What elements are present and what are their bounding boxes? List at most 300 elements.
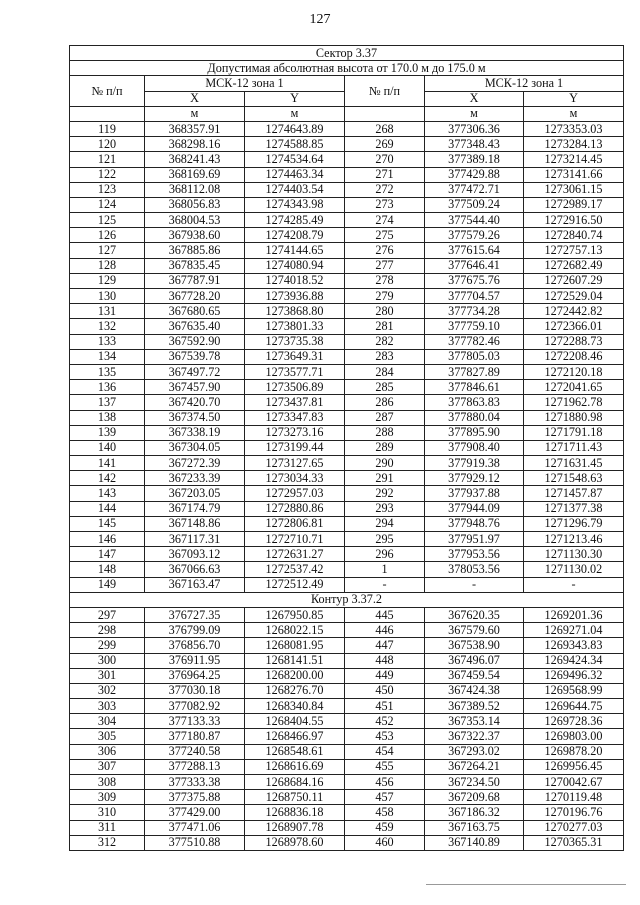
table-row bbox=[70, 425, 624, 440]
table-row bbox=[70, 516, 624, 531]
table-cell: 1272806.81 bbox=[245, 516, 345, 531]
table-cell: 270 bbox=[345, 152, 425, 167]
table-cell: 377944.09 bbox=[425, 501, 524, 516]
table-cell: 367539.78 bbox=[145, 349, 245, 364]
table-cell: 377240.58 bbox=[145, 744, 245, 759]
table-cell: 1273061.15 bbox=[524, 182, 624, 197]
table-cell: 377180.87 bbox=[145, 729, 245, 744]
table-cell: 1268022.15 bbox=[245, 623, 345, 638]
table-cell: 454 bbox=[345, 744, 425, 759]
table-cell: 367424.38 bbox=[425, 683, 524, 698]
table-cell: 1272120.18 bbox=[524, 364, 624, 379]
table-cell: 367163.75 bbox=[425, 820, 524, 835]
table-cell: 307 bbox=[70, 759, 145, 774]
table-cell: 276 bbox=[345, 243, 425, 258]
table-cell: 1268616.69 bbox=[245, 759, 345, 774]
table-cell: 367496.07 bbox=[425, 653, 524, 668]
table-cell: 376727.35 bbox=[145, 607, 245, 622]
table-cell: 298 bbox=[70, 623, 145, 638]
table-row bbox=[70, 197, 624, 212]
table-cell: 377333.38 bbox=[145, 775, 245, 790]
table-cell: 1273506.89 bbox=[245, 380, 345, 395]
table-cell: 1270196.76 bbox=[524, 805, 624, 820]
table-cell: 126 bbox=[70, 228, 145, 243]
table-row bbox=[70, 137, 624, 152]
table-row bbox=[70, 334, 624, 349]
table-cell: 450 bbox=[345, 683, 425, 698]
table-cell: 367459.54 bbox=[425, 668, 524, 683]
table-cell: 449 bbox=[345, 668, 425, 683]
table-cell: 367093.12 bbox=[145, 547, 245, 562]
table-cell: 1268684.16 bbox=[245, 775, 345, 790]
table-cell: 146 bbox=[70, 532, 145, 547]
table-cell: 1269956.45 bbox=[524, 759, 624, 774]
table-cell: 142 bbox=[70, 471, 145, 486]
table-cell: 1 bbox=[345, 562, 425, 577]
table-cell: 367787.91 bbox=[145, 273, 245, 288]
table-cell: 1268750.11 bbox=[245, 790, 345, 805]
table-cell: 1274588.85 bbox=[245, 137, 345, 152]
table-cell: 367163.47 bbox=[145, 577, 245, 592]
table-cell: 1274144.65 bbox=[245, 243, 345, 258]
table-cell: 377805.03 bbox=[425, 349, 524, 364]
table-cell: 1270119.48 bbox=[524, 790, 624, 805]
table-row bbox=[70, 744, 624, 759]
table-cell: 1273347.83 bbox=[245, 410, 345, 425]
table-cell: 377509.24 bbox=[425, 197, 524, 212]
table-row bbox=[70, 623, 624, 638]
table-cell: 377827.89 bbox=[425, 364, 524, 379]
table-cell: 274 bbox=[345, 213, 425, 228]
table-cell: 308 bbox=[70, 775, 145, 790]
page-number: 127 bbox=[309, 12, 331, 27]
table-cell: 1273649.31 bbox=[245, 349, 345, 364]
table-cell: 368112.08 bbox=[145, 182, 245, 197]
table-cell: 377471.06 bbox=[145, 820, 245, 835]
table-cell: 1272957.03 bbox=[245, 486, 345, 501]
table-cell: 376964.25 bbox=[145, 668, 245, 683]
table-cell: 1272682.49 bbox=[524, 258, 624, 273]
table-cell: 1273936.88 bbox=[245, 289, 345, 304]
table-cell: 377734.28 bbox=[425, 304, 524, 319]
table-cell: 1272041.65 bbox=[524, 380, 624, 395]
table-row bbox=[70, 653, 624, 668]
table-row bbox=[70, 167, 624, 182]
table-cell: 1269803.00 bbox=[524, 729, 624, 744]
table-row bbox=[70, 289, 624, 304]
table-cell: 367322.37 bbox=[425, 729, 524, 744]
table-cell: 291 bbox=[345, 471, 425, 486]
table-cell: 273 bbox=[345, 197, 425, 212]
table-cell: 377937.88 bbox=[425, 486, 524, 501]
table-cell: 277 bbox=[345, 258, 425, 273]
table-row bbox=[70, 501, 624, 516]
table-cell: 1274463.34 bbox=[245, 167, 345, 182]
table-cell: 311 bbox=[70, 820, 145, 835]
table-cell: 269 bbox=[345, 137, 425, 152]
table-cell: 1274403.54 bbox=[245, 182, 345, 197]
table-cell: 1271457.87 bbox=[524, 486, 624, 501]
table-cell: 368298.16 bbox=[145, 137, 245, 152]
table-cell: 367338.19 bbox=[145, 425, 245, 440]
table-cell: 296 bbox=[345, 547, 425, 562]
table-row bbox=[70, 668, 624, 683]
table-row bbox=[70, 607, 624, 622]
contour-title: Контур 3.37.2 bbox=[70, 592, 624, 607]
table-cell: 367538.90 bbox=[425, 638, 524, 653]
table-cell: 459 bbox=[345, 820, 425, 835]
table-cell: 293 bbox=[345, 501, 425, 516]
table-cell: 367885.86 bbox=[145, 243, 245, 258]
table-cell: 1267950.85 bbox=[245, 607, 345, 622]
table-cell: 367186.32 bbox=[425, 805, 524, 820]
table-cell: 1272989.17 bbox=[524, 197, 624, 212]
table-cell: 452 bbox=[345, 714, 425, 729]
table-cell: 1273034.33 bbox=[245, 471, 345, 486]
table-cell: 272 bbox=[345, 182, 425, 197]
table-cell: 281 bbox=[345, 319, 425, 334]
x-header-right: X bbox=[425, 91, 524, 106]
table-cell: 377429.00 bbox=[145, 805, 245, 820]
table-cell: 377919.38 bbox=[425, 456, 524, 471]
table-cell: 290 bbox=[345, 456, 425, 471]
table-cell: 300 bbox=[70, 653, 145, 668]
table-row bbox=[70, 775, 624, 790]
table-cell: 377880.04 bbox=[425, 410, 524, 425]
table-cell: 301 bbox=[70, 668, 145, 683]
table-cell: 1273353.03 bbox=[524, 121, 624, 136]
table-cell: 282 bbox=[345, 334, 425, 349]
table-row bbox=[70, 820, 624, 835]
table-cell: 1271213.46 bbox=[524, 532, 624, 547]
num-header-left: № п/п bbox=[70, 76, 145, 106]
table-cell: 304 bbox=[70, 714, 145, 729]
table-cell: 367353.14 bbox=[425, 714, 524, 729]
table-row bbox=[70, 562, 624, 577]
table-cell: 285 bbox=[345, 380, 425, 395]
table-row bbox=[70, 638, 624, 653]
table-cell: 1272710.71 bbox=[245, 532, 345, 547]
table-cell: 138 bbox=[70, 410, 145, 425]
table-cell: 124 bbox=[70, 197, 145, 212]
table-row bbox=[70, 182, 624, 197]
table-cell: 299 bbox=[70, 638, 145, 653]
table-cell: 1272537.42 bbox=[245, 562, 345, 577]
table-cell: 1270365.31 bbox=[524, 835, 624, 850]
table-row bbox=[70, 349, 624, 364]
table-row bbox=[70, 532, 624, 547]
table-cell: - bbox=[345, 577, 425, 592]
table-row bbox=[70, 228, 624, 243]
table-cell: 367680.65 bbox=[145, 304, 245, 319]
table-cell: 377429.88 bbox=[425, 167, 524, 182]
table-cell: 1273284.13 bbox=[524, 137, 624, 152]
table-cell: 1273735.38 bbox=[245, 334, 345, 349]
table-row bbox=[70, 152, 624, 167]
table-cell: 377646.41 bbox=[425, 258, 524, 273]
table-cell: 312 bbox=[70, 835, 145, 850]
table-cell: 1268200.00 bbox=[245, 668, 345, 683]
table-cell: 1272512.49 bbox=[245, 577, 345, 592]
table-row bbox=[70, 456, 624, 471]
table-cell: 1272916.50 bbox=[524, 213, 624, 228]
unit-x-left: м bbox=[145, 106, 245, 121]
table-cell: 136 bbox=[70, 380, 145, 395]
table-cell: 367140.89 bbox=[425, 835, 524, 850]
table-cell: 377375.88 bbox=[145, 790, 245, 805]
table-cell: 378053.56 bbox=[425, 562, 524, 577]
table-row bbox=[70, 121, 624, 136]
table-cell: 283 bbox=[345, 349, 425, 364]
table-cell: 279 bbox=[345, 289, 425, 304]
table-cell: 1272208.46 bbox=[524, 349, 624, 364]
table-cell: 131 bbox=[70, 304, 145, 319]
table-cell: 376856.70 bbox=[145, 638, 245, 653]
table-cell: 377082.92 bbox=[145, 699, 245, 714]
table-cell: 129 bbox=[70, 273, 145, 288]
table-cell: 1269568.99 bbox=[524, 683, 624, 698]
table-row bbox=[70, 304, 624, 319]
table-cell: 139 bbox=[70, 425, 145, 440]
table-cell: 1269496.32 bbox=[524, 668, 624, 683]
table-cell: 377908.40 bbox=[425, 440, 524, 455]
table-row bbox=[70, 547, 624, 562]
contour-rows bbox=[70, 607, 624, 850]
table-cell: 1271880.98 bbox=[524, 410, 624, 425]
table-row bbox=[70, 759, 624, 774]
table-cell: 275 bbox=[345, 228, 425, 243]
table-cell: 145 bbox=[70, 516, 145, 531]
table-cell: 1269271.04 bbox=[524, 623, 624, 638]
table-row bbox=[70, 273, 624, 288]
table-cell: 377579.26 bbox=[425, 228, 524, 243]
table-cell: 367457.90 bbox=[145, 380, 245, 395]
table-cell: 368004.53 bbox=[145, 213, 245, 228]
table-cell: 1268081.95 bbox=[245, 638, 345, 653]
table-cell: 377030.18 bbox=[145, 683, 245, 698]
table-cell: 367620.35 bbox=[425, 607, 524, 622]
table-cell: 1268836.18 bbox=[245, 805, 345, 820]
table-cell: 377472.71 bbox=[425, 182, 524, 197]
table-cell: 1270277.03 bbox=[524, 820, 624, 835]
table-cell: 460 bbox=[345, 835, 425, 850]
table-cell: 1269201.36 bbox=[524, 607, 624, 622]
table-cell: 367117.31 bbox=[145, 532, 245, 547]
y-header-left: Y bbox=[245, 91, 345, 106]
table-row bbox=[70, 729, 624, 744]
table-cell: 451 bbox=[345, 699, 425, 714]
table-cell: 1269728.36 bbox=[524, 714, 624, 729]
table-cell: 1271962.78 bbox=[524, 395, 624, 410]
unit-empty-left bbox=[70, 106, 145, 121]
table-row bbox=[70, 471, 624, 486]
table-cell: 377759.10 bbox=[425, 319, 524, 334]
table-cell: 141 bbox=[70, 456, 145, 471]
table-cell: 377863.83 bbox=[425, 395, 524, 410]
table-cell: 367938.60 bbox=[145, 228, 245, 243]
table-cell: 1274208.79 bbox=[245, 228, 345, 243]
table-cell: 306 bbox=[70, 744, 145, 759]
table-cell: 453 bbox=[345, 729, 425, 744]
table-cell: 377348.43 bbox=[425, 137, 524, 152]
table-cell: 445 bbox=[345, 607, 425, 622]
table-cell: 377953.56 bbox=[425, 547, 524, 562]
table-row bbox=[70, 835, 624, 850]
zone-header-left: МСК-12 зона 1 bbox=[145, 76, 345, 91]
table-cell: 1271130.02 bbox=[524, 562, 624, 577]
sector-title: Сектор 3.37 bbox=[70, 46, 624, 61]
table-row bbox=[70, 364, 624, 379]
table-cell: 377782.46 bbox=[425, 334, 524, 349]
coordinates-table bbox=[69, 45, 624, 851]
table-cell: 1273141.66 bbox=[524, 167, 624, 182]
table-cell: 377544.40 bbox=[425, 213, 524, 228]
table-cell: 367592.90 bbox=[145, 334, 245, 349]
table-cell: 1272288.73 bbox=[524, 334, 624, 349]
table-cell: 1270042.67 bbox=[524, 775, 624, 790]
table-cell: 377306.36 bbox=[425, 121, 524, 136]
table-cell: 303 bbox=[70, 699, 145, 714]
table-cell: 132 bbox=[70, 319, 145, 334]
table-cell: 376799.09 bbox=[145, 623, 245, 638]
table-cell: 367234.50 bbox=[425, 775, 524, 790]
table-cell: 1268466.97 bbox=[245, 729, 345, 744]
table-cell: 1272442.82 bbox=[524, 304, 624, 319]
table-cell: 367420.70 bbox=[145, 395, 245, 410]
table-cell: 1272607.29 bbox=[524, 273, 624, 288]
table-cell: 377846.61 bbox=[425, 380, 524, 395]
table-cell: 1272529.04 bbox=[524, 289, 624, 304]
table-cell: 377929.12 bbox=[425, 471, 524, 486]
table-cell: 376911.95 bbox=[145, 653, 245, 668]
table-cell: 457 bbox=[345, 790, 425, 805]
table-cell: 1269424.34 bbox=[524, 653, 624, 668]
table-cell: 134 bbox=[70, 349, 145, 364]
table-cell: 367174.79 bbox=[145, 501, 245, 516]
table-cell: 367148.86 bbox=[145, 516, 245, 531]
table-cell: 1268404.55 bbox=[245, 714, 345, 729]
table-cell: 367304.05 bbox=[145, 440, 245, 455]
table-cell: 377675.76 bbox=[425, 273, 524, 288]
y-header-right: Y bbox=[524, 91, 624, 106]
unit-empty-right bbox=[345, 106, 425, 121]
table-cell: 1271791.18 bbox=[524, 425, 624, 440]
table-cell: 1273273.16 bbox=[245, 425, 345, 440]
table-cell: 458 bbox=[345, 805, 425, 820]
table-row bbox=[70, 486, 624, 501]
table-cell: 287 bbox=[345, 410, 425, 425]
table-cell: 1273127.65 bbox=[245, 456, 345, 471]
table-cell: 119 bbox=[70, 121, 145, 136]
table-row bbox=[70, 410, 624, 425]
table-row bbox=[70, 258, 624, 273]
table-cell: 127 bbox=[70, 243, 145, 258]
table-cell: 294 bbox=[345, 516, 425, 531]
table-cell: 447 bbox=[345, 638, 425, 653]
table-cell: 367497.72 bbox=[145, 364, 245, 379]
table-cell: 140 bbox=[70, 440, 145, 455]
table-row bbox=[70, 577, 624, 592]
table-cell: 289 bbox=[345, 440, 425, 455]
table-cell: 1272840.74 bbox=[524, 228, 624, 243]
table-cell: 1272366.01 bbox=[524, 319, 624, 334]
table-cell: 377948.76 bbox=[425, 516, 524, 531]
table-row bbox=[70, 243, 624, 258]
table-row bbox=[70, 380, 624, 395]
table-cell: 367579.60 bbox=[425, 623, 524, 638]
table-cell: 271 bbox=[345, 167, 425, 182]
table-cell: 367272.39 bbox=[145, 456, 245, 471]
table-cell: 292 bbox=[345, 486, 425, 501]
table-cell: 377615.64 bbox=[425, 243, 524, 258]
table-cell: 1274643.89 bbox=[245, 121, 345, 136]
table-row bbox=[70, 440, 624, 455]
table-cell: 121 bbox=[70, 152, 145, 167]
table-row bbox=[70, 699, 624, 714]
table-cell: 143 bbox=[70, 486, 145, 501]
table-cell: 1271296.79 bbox=[524, 516, 624, 531]
table-cell: 377704.57 bbox=[425, 289, 524, 304]
table-cell: 367635.40 bbox=[145, 319, 245, 334]
table-cell: 1273214.45 bbox=[524, 152, 624, 167]
table-cell: 448 bbox=[345, 653, 425, 668]
table-cell: 1274343.98 bbox=[245, 197, 345, 212]
table-cell: 1272880.86 bbox=[245, 501, 345, 516]
table-cell: 377895.90 bbox=[425, 425, 524, 440]
table-cell: 368056.83 bbox=[145, 197, 245, 212]
table-row bbox=[70, 790, 624, 805]
table-cell: 122 bbox=[70, 167, 145, 182]
table-cell: 295 bbox=[345, 532, 425, 547]
table-cell: 367389.52 bbox=[425, 699, 524, 714]
num-header-right: № п/п bbox=[345, 76, 425, 106]
height-note: Допустимая абсолютная высота от 170.0 м до 175.0 м bbox=[70, 61, 624, 76]
table-cell: 148 bbox=[70, 562, 145, 577]
table-cell: 1268276.70 bbox=[245, 683, 345, 698]
table-cell: 125 bbox=[70, 213, 145, 228]
table-cell: 310 bbox=[70, 805, 145, 820]
table-cell: 1271377.38 bbox=[524, 501, 624, 516]
table-cell: 1271548.63 bbox=[524, 471, 624, 486]
table-cell: 144 bbox=[70, 501, 145, 516]
table-row bbox=[70, 395, 624, 410]
table-cell: 367728.20 bbox=[145, 289, 245, 304]
table-cell: 1268548.61 bbox=[245, 744, 345, 759]
table-cell: 1273437.81 bbox=[245, 395, 345, 410]
table-cell: 1273199.44 bbox=[245, 440, 345, 455]
table-cell: 377951.97 bbox=[425, 532, 524, 547]
unit-y-right: м bbox=[524, 106, 624, 121]
table-cell: 147 bbox=[70, 547, 145, 562]
table-cell: 367203.05 bbox=[145, 486, 245, 501]
table-cell: 1269644.75 bbox=[524, 699, 624, 714]
page-edge-line bbox=[426, 884, 626, 885]
table-cell: 1274534.64 bbox=[245, 152, 345, 167]
table-cell: 280 bbox=[345, 304, 425, 319]
table-row bbox=[70, 319, 624, 334]
table-row bbox=[70, 213, 624, 228]
table-cell: 286 bbox=[345, 395, 425, 410]
table-cell: 368169.69 bbox=[145, 167, 245, 182]
table-cell: 288 bbox=[345, 425, 425, 440]
table-cell: 1273868.80 bbox=[245, 304, 345, 319]
table-cell: 367209.68 bbox=[425, 790, 524, 805]
table-row bbox=[70, 714, 624, 729]
table-cell: 1273801.33 bbox=[245, 319, 345, 334]
table-cell: 1274018.52 bbox=[245, 273, 345, 288]
table-cell: 1274285.49 bbox=[245, 213, 345, 228]
table-cell: 377510.88 bbox=[145, 835, 245, 850]
